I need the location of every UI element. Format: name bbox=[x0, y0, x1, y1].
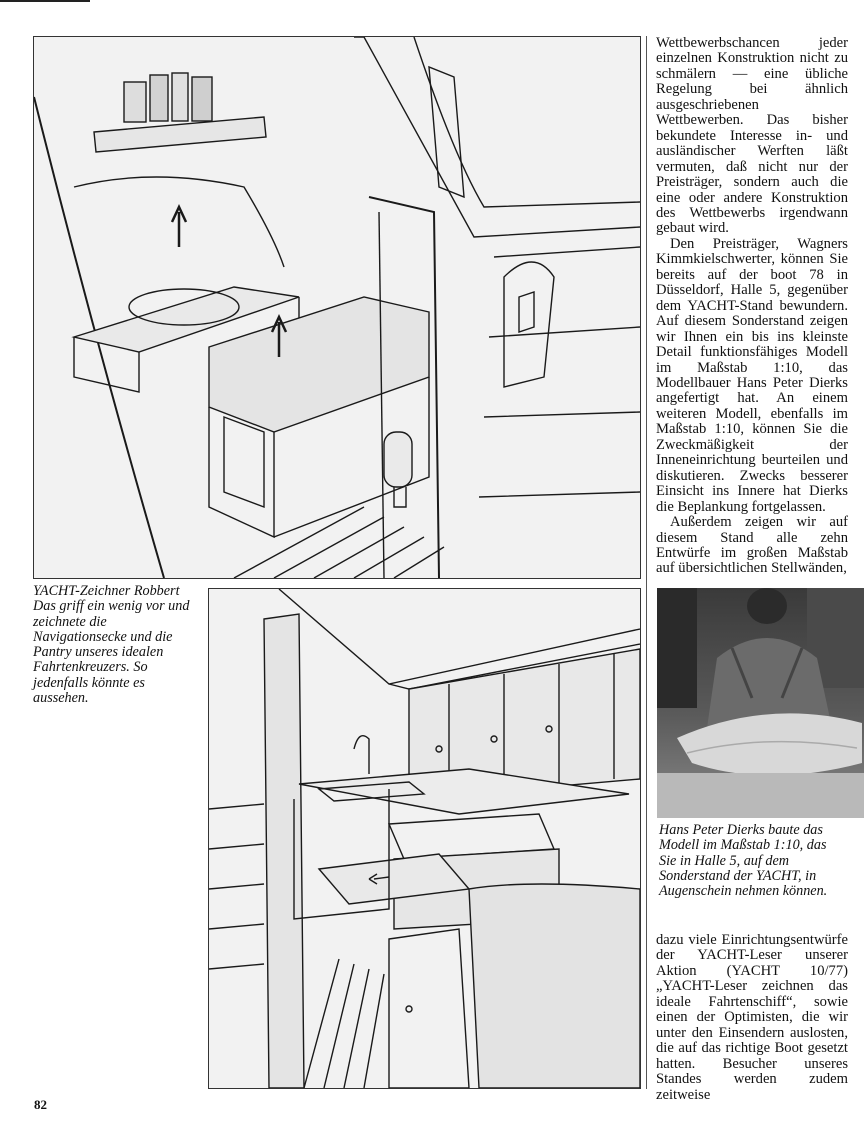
page-number: 82 bbox=[34, 1097, 47, 1112]
caption-drawing: YACHT-Zeichner Robbert Das griff ein wenig vor und zeichnete die Navigationsecke und die Pantry unseres idealen Fahrtenkreuzers. So jedenfalls könnte es aussehen. bbox=[33, 583, 190, 707]
paragraph-2: Den Preisträger, Wagners Kimmkielschwerter, können Sie bereits auf der boot 78 in Düsseldorf, Halle 5, gegenüber dem YACHT-Stand bewundern. Auf diesem Sonderstand zeigen wir Ihnen ein bis ins kleinste Detail funktionsfähiges Modell im Maßstab 1:10, das Modellbauer Hans Peter Dierks angefertigt hat. An einem weiteren Modell, ebenfalls im Maßstab 1:10, können Sie die Zweckmäßigkeit der Inneneinrichtung beurteilen und diskutieren. Zwecks besserer Einsicht ins Innere hat Dierks die Beplankung fortgelassen. bbox=[656, 235, 848, 515]
pantry-drawing bbox=[208, 588, 641, 1089]
paragraph-1: Wettbewerbschancen jeder einzelnen Konstruktion nicht zu schmälern — eine übliche Regelung bei ähnlich ausgeschriebenen Wettbewerben. Das bisher bekundete Interesse in- und ausländischer Werften läßt vermuten, daß nicht nur der Preisträger, sondern auch die eine oder andere Konstruktion des Wettbewerbs irgendwann gebaut wird. bbox=[656, 35, 848, 237]
paragraph-3: Außerdem zeigen wir auf diesem Stand alle zehn Entwürfe im großen Maßstab auf übersichtlichen Stellwänden, bbox=[656, 514, 848, 577]
caption-photo: Hans Peter Dierks baute das Modell im Maßstab 1:10, das Sie in Halle 5, auf dem Sonderstand der YACHT, in Augenschein nehmen können. bbox=[659, 822, 828, 900]
top-rule bbox=[0, 0, 90, 2]
article-column-top bbox=[656, 36, 848, 577]
model-builder-photo bbox=[657, 588, 864, 818]
paragraph-4: dazu viele Einrichtungsentwürfe der YACHT-Leser unserer Aktion (YACHT 10/77) „YACHT-Leser zeichnen das ideale Fahrtenschiff“, sowie einen der Optimisten, die wir unter den Einsendern auslosten, die auf das richtige Boot gesetzt hatten. Besucher unseres Standes werden zudem zeitweise bbox=[656, 932, 848, 1103]
navigation-corner-drawing bbox=[33, 36, 641, 579]
column-divider bbox=[646, 36, 647, 1089]
article-column-bottom bbox=[656, 933, 848, 1103]
